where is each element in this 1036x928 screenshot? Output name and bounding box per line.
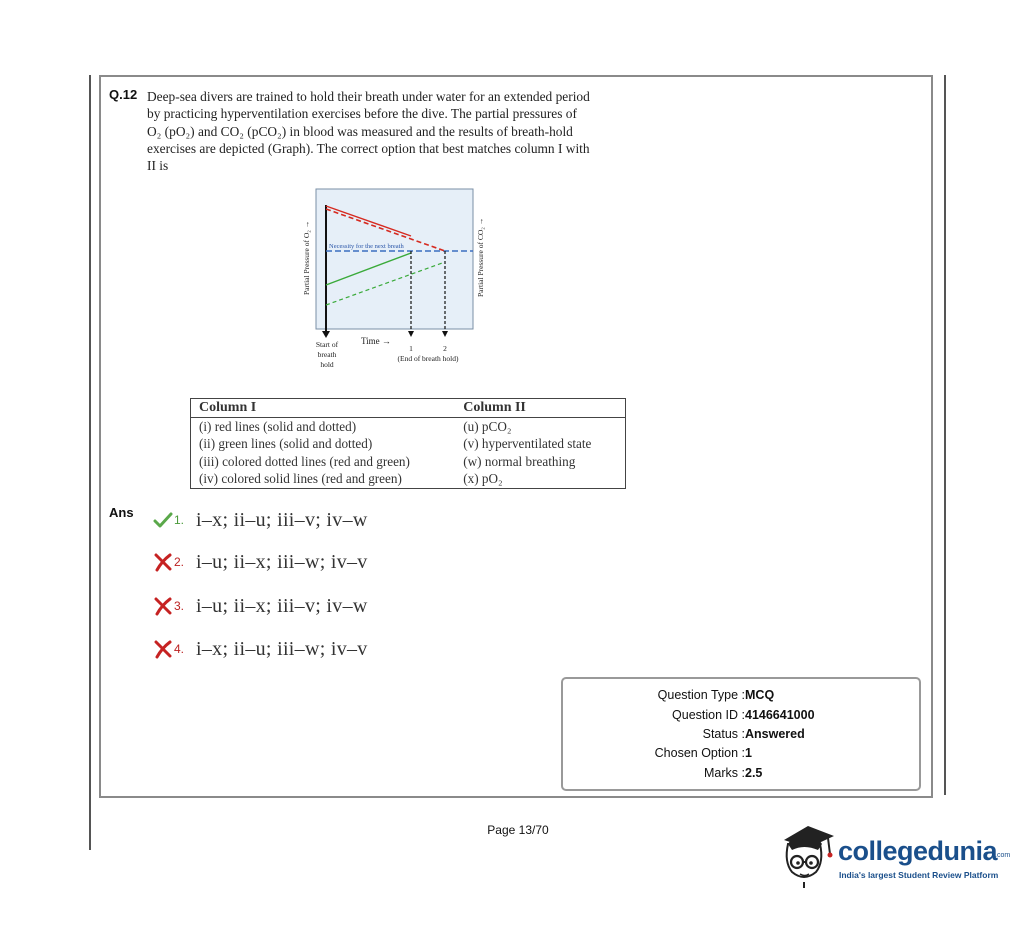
marks-label: Marks :	[704, 766, 745, 780]
logo-com-text: .com	[995, 852, 1011, 859]
question-type-value: MCQ	[745, 688, 775, 702]
question-line: O₂ (pO₂) and CO₂ (pCO₂) in blood was measured and the results of breath-hold	[147, 123, 573, 139]
answer-label: Ans	[109, 505, 134, 520]
x-axis-label: Time →	[361, 336, 391, 346]
status-label: Status :	[702, 727, 745, 741]
table-cell: (x) pO₂	[463, 471, 503, 486]
option-text: i–x; ii–u; iii–w; iv–v	[196, 637, 368, 660]
marks-value: 2.5	[745, 766, 763, 780]
cross-icon	[153, 639, 173, 659]
marker-1-arrow	[408, 331, 414, 337]
cross-icon	[153, 552, 173, 572]
table-header-col1: Column I	[191, 399, 460, 418]
table-cell: (i) red lines (solid and dotted)	[199, 418, 357, 434]
tick-2-label: 2	[443, 344, 447, 353]
match-table	[190, 398, 626, 489]
y-left-label: Partial Pressure of O₂ →	[302, 220, 311, 295]
threshold-label: Necessity for the next breath	[329, 243, 404, 250]
question-panel	[99, 75, 933, 798]
question-text	[147, 88, 673, 174]
collegedunia-logo	[778, 822, 1011, 890]
check-icon	[153, 510, 173, 530]
chosen-option-value: 1	[745, 746, 752, 760]
table-row	[191, 417, 626, 435]
table-row	[191, 470, 626, 488]
start-label-2: breath	[317, 350, 337, 359]
option-number: 4.	[174, 642, 185, 656]
question-id-value: 4146641000	[745, 708, 815, 722]
y-axis-arrow	[322, 331, 330, 338]
table-header-col2: Column II	[459, 399, 625, 418]
tick-1-label: 1	[409, 344, 413, 353]
marker-2-arrow	[442, 331, 448, 337]
option-number: 1.	[174, 513, 185, 527]
question-line: by practicing hyperventilation exercises before the dive. The partial pressures of	[147, 106, 577, 122]
question-number: Q.12	[109, 87, 138, 102]
table-cell: (u) pCO₂	[463, 418, 512, 434]
option-text: i–u; ii–x; iii–w; iv–v	[196, 550, 368, 573]
question-id-label: Question ID :	[672, 708, 745, 722]
page-right-rule	[944, 75, 946, 795]
question-line: Deep-sea divers are trained to hold their breath under water for an extended period	[147, 89, 590, 104]
breath-hold-graph	[297, 185, 487, 375]
question-info-box	[561, 677, 921, 791]
start-label-1: Start of	[315, 340, 339, 349]
page-left-rule	[89, 75, 91, 850]
mascot-icon	[778, 822, 836, 890]
option-4[interactable]	[153, 634, 368, 664]
table-row	[191, 435, 626, 453]
option-text: i–u; ii–x; iii–v; iv–w	[196, 594, 368, 617]
table-cell: (iii) colored dotted lines (red and green)	[199, 453, 410, 469]
question-line: II is	[147, 158, 169, 174]
question-line: exercises are depicted (Graph). The correct option that best matches column I with	[147, 140, 590, 156]
table-cell: (iv) colored solid lines (red and green)	[199, 471, 402, 486]
table-row	[191, 453, 626, 471]
table-cell: (ii) green lines (solid and dotted)	[199, 436, 373, 451]
question-type-label: Question Type :	[657, 688, 745, 702]
option-1[interactable]	[153, 505, 368, 535]
logo-brand-text: collegedunia	[838, 836, 998, 866]
table-header-row	[191, 399, 626, 418]
option-2[interactable]	[153, 547, 368, 577]
table-cell: (v) hyperventilated state	[463, 436, 592, 451]
start-label-3: hold	[320, 360, 334, 369]
status-value: Answered	[745, 727, 805, 741]
option-number: 2.	[174, 555, 185, 569]
table-cell: (w) normal breathing	[463, 453, 576, 469]
option-3[interactable]	[153, 591, 368, 621]
logo-tagline: India's largest Student Review Platform	[839, 870, 999, 880]
end-label: (End of breath hold)	[397, 354, 459, 363]
page-number: Page 13/70	[487, 823, 549, 837]
cross-icon	[153, 596, 173, 616]
chosen-option-label: Chosen Option :	[654, 746, 745, 760]
option-text: i–x; ii–u; iii–v; iv–w	[196, 508, 368, 531]
y-right-label: Partial Pressure of CO₂ →	[476, 217, 485, 297]
option-number: 3.	[174, 599, 185, 613]
